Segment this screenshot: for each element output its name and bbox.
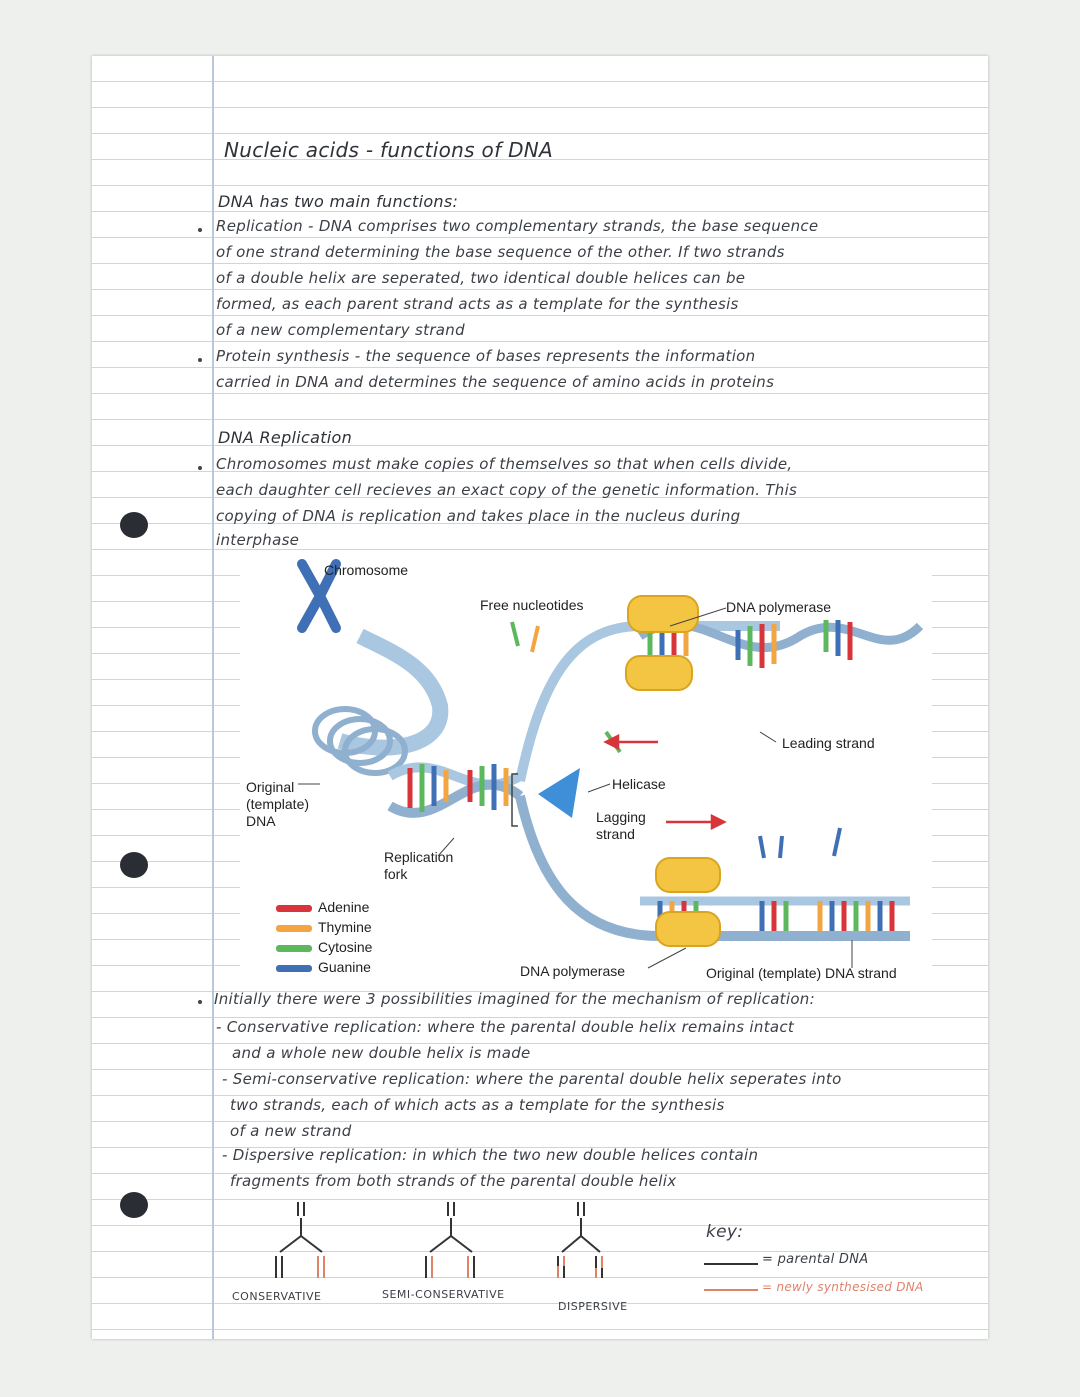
label-helicase: Helicase [612, 776, 666, 792]
key-new-label: = newly synthesised DNA [762, 1280, 924, 1294]
margin-line [212, 56, 214, 1339]
intro-line: DNA has two main functions: [218, 192, 459, 211]
key-title: key: [706, 1222, 744, 1242]
function-line: carried in DNA and determines the sequence of amino acids in proteins [216, 373, 775, 391]
replication-line: interphase [216, 531, 300, 549]
replication-line: copying of DNA is replication and takes place in the nucleus during [216, 507, 741, 525]
replication-models-sketch [230, 1196, 670, 1296]
mechanism-line: two strands, each of which acts as a template for the synthesis [230, 1096, 725, 1114]
punch-hole [120, 512, 148, 538]
legend-item [276, 959, 371, 975]
mechanism-line: - Dispersive replication: in which the two new double helices contain [222, 1146, 759, 1164]
bullet [198, 228, 202, 232]
helicase-icon [538, 768, 580, 818]
function-line: Replication - DNA comprises two complementary strands, the base sequence [216, 217, 819, 235]
mechanism-line: - Semi-conservative replication: where the parental double helix seperates into [222, 1070, 842, 1088]
label-original-dna: DNA [246, 813, 276, 829]
punch-hole [120, 1192, 148, 1218]
label-replication-fork: fork [384, 866, 408, 882]
bullet [198, 466, 202, 470]
page-title: Nucleic acids - functions of DNA [224, 138, 554, 162]
function-line: of one strand determining the base sequence of the other. If two strands [216, 243, 785, 261]
mechanism-intro: Initially there were 3 possibilities imagined for the mechanism of replication: [214, 990, 815, 1008]
mechanism-line: - Conservative replication: where the parental double helix remains intact [216, 1018, 795, 1036]
key-new-line [704, 1289, 758, 1291]
label-lagging-strand: strand [596, 826, 635, 842]
guanine-swatch [276, 965, 312, 972]
model-label-dispersive: DISPERSIVE [558, 1300, 628, 1313]
thymine-swatch [276, 925, 312, 932]
function-line: Protein synthesis - the sequence of bases represents the information [216, 347, 756, 365]
label-lagging-strand: Lagging [596, 809, 646, 825]
legend-item [276, 919, 372, 935]
label-free-nucleotides: Free nucleotides [480, 597, 584, 613]
cytosine-swatch [276, 945, 312, 952]
function-line: of a new complementary strand [216, 321, 465, 339]
legend-label: Adenine [318, 899, 370, 915]
legend-label: Thymine [318, 919, 372, 935]
adenine-swatch [276, 905, 312, 912]
label-dna-polymerase-top: DNA polymerase [726, 599, 832, 615]
label-dna-polymerase-bottom: DNA polymerase [520, 963, 626, 979]
legend-label: Guanine [318, 959, 371, 975]
label-leading-strand: Leading strand [782, 735, 875, 751]
legend-label: Cytosine [318, 939, 373, 955]
model-label-conservative: CONSERVATIVE [232, 1290, 322, 1303]
section-heading: DNA Replication [218, 428, 353, 447]
bullet [198, 1000, 202, 1004]
mechanism-line: fragments from both strands of the parental double helix [230, 1172, 677, 1190]
parent-helix [390, 764, 520, 813]
label-original-strand: Original (template) DNA strand [706, 965, 897, 981]
function-line: formed, as each parent strand acts as a template for the synthesis [216, 295, 739, 313]
key-parental-line [704, 1263, 758, 1265]
conservative-sketch [276, 1202, 324, 1278]
punch-hole [120, 852, 148, 878]
label-replication-fork: Replication [384, 849, 454, 865]
label-original-dna: (template) [246, 796, 310, 812]
replication-line: each daughter cell recieves an exact copy of the genetic information. This [216, 481, 798, 499]
mechanism-line: and a whole new double helix is made [232, 1044, 531, 1062]
semi-conservative-sketch [426, 1202, 474, 1278]
dispersive-sketch [558, 1202, 602, 1278]
legend-item [276, 899, 369, 915]
bullet [198, 358, 202, 362]
label-chromosome: Chromosome [324, 562, 409, 578]
label-original-dna: Original [246, 779, 295, 795]
key-parental-label: = parental DNA [762, 1252, 869, 1267]
model-label-semi-conservative: SEMI-CONSERVATIVE [382, 1288, 505, 1301]
legend-item [276, 939, 372, 955]
replication-line: Chromosomes must make copies of themselves so that when cells divide, [216, 455, 793, 473]
function-line: of a double helix are seperated, two identical double helices can be [216, 269, 746, 287]
mechanism-line: of a new strand [230, 1122, 352, 1140]
